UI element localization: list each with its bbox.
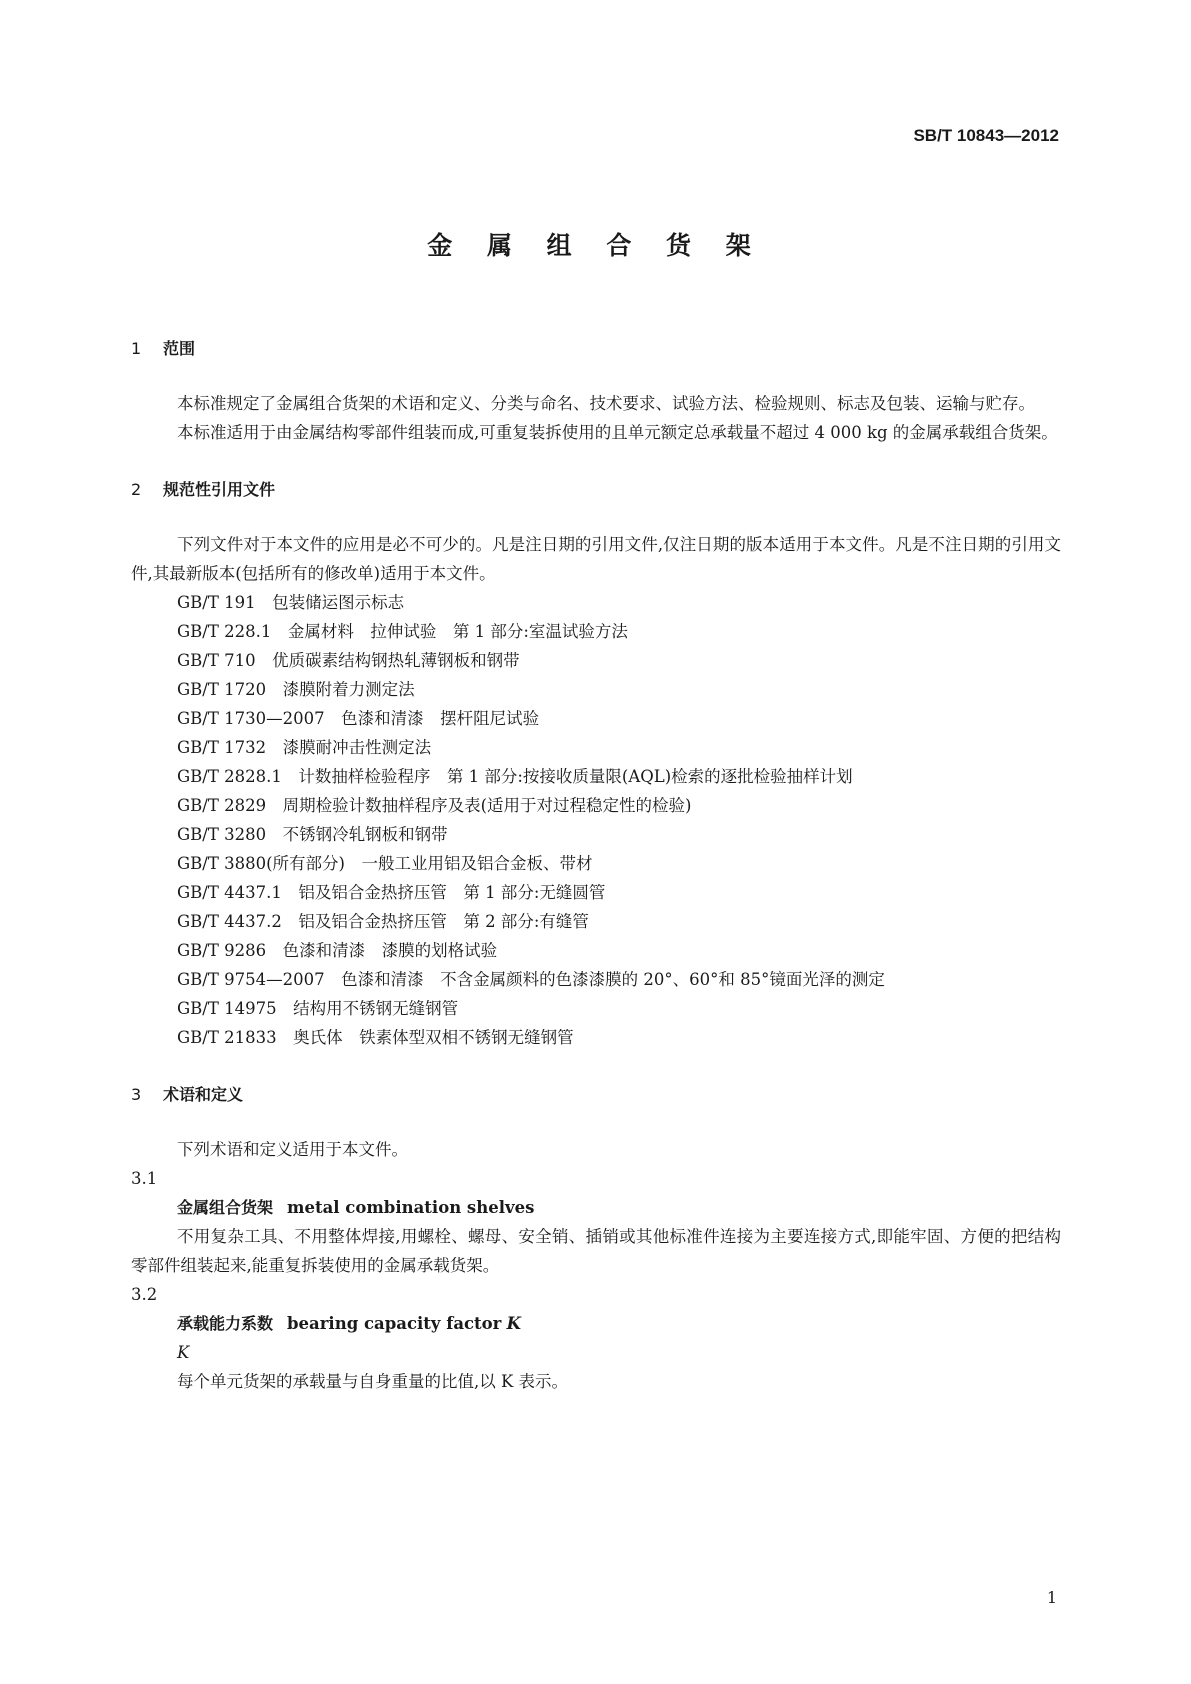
document-body — [131, 336, 1061, 1396]
section-number: 1 — [131, 339, 142, 358]
clause-number: 3.1 — [131, 1169, 158, 1188]
section-number: 2 — [131, 480, 142, 499]
term-zh: 金属组合货架 — [177, 1198, 274, 1217]
standard-code: SB/T 10843—2012 — [913, 126, 1059, 145]
page-number: 1 — [1046, 1588, 1057, 1607]
reference-item: GB/T 228.1 金属材料 拉伸试验 第 1 部分:室温试验方法 — [177, 622, 628, 641]
term-en-symbol: K — [506, 1314, 521, 1333]
term-symbol: K — [177, 1343, 190, 1362]
term-zh: 承载能力系数 — [177, 1314, 274, 1333]
section-title: 规范性引用文件 — [163, 480, 276, 499]
reference-item: GB/T 3880(所有部分) 一般工业用铝及铝合金板、带材 — [177, 854, 593, 873]
scope-paragraph: 本标准规定了金属组合货架的术语和定义、分类与命名、技术要求、试验方法、检验规则、标志及包装、运输与贮存。 — [177, 394, 1035, 413]
reference-item: GB/T 1730—2007 色漆和清漆 摆杆阻尼试验 — [177, 709, 540, 728]
clause-number: 3.2 — [131, 1285, 158, 1304]
term-definition: 不用复杂工具、不用整体焊接,用螺栓、螺母、安全销、插销或其他标准件连接为主要连接方式,即能牢固、方便的把结构零部件组装起来,能重复拆装使用的金属承载货架。 — [131, 1227, 1061, 1275]
reference-item: GB/T 21833 奥氏体 铁素体型双相不锈钢无缝钢管 — [177, 1028, 574, 1047]
document-title: 金 属 组 合 货 架 — [427, 231, 764, 260]
reference-item: GB/T 14975 结构用不锈钢无缝钢管 — [177, 999, 459, 1018]
section-number: 3 — [131, 1085, 142, 1104]
reference-item: GB/T 2829 周期检验计数抽样程序及表(适用于对过程稳定性的检验) — [177, 796, 692, 815]
term-en: bearing capacity factor — [287, 1314, 502, 1333]
term-definition: 每个单元货架的承载量与自身重量的比值,以 K 表示。 — [177, 1372, 569, 1391]
reference-item: GB/T 3280 不锈钢冷轧钢板和钢带 — [177, 825, 448, 844]
reference-item: GB/T 4437.2 铝及铝合金热挤压管 第 2 部分:有缝管 — [177, 912, 589, 931]
reference-item: GB/T 2828.1 计数抽样检验程序 第 1 部分:按接收质量限(AQL)检索的逐批检验抽样计划 — [177, 767, 853, 786]
section-title: 范围 — [163, 339, 196, 358]
scope-paragraph: 本标准适用于由金属结构零部件组装而成,可重复装拆使用的且单元额定总承载量不超过 4 000 kg 的金属承载组合货架。 — [177, 423, 1058, 442]
terms-intro: 下列术语和定义适用于本文件。 — [177, 1140, 408, 1159]
references-intro: 下列文件对于本文件的应用是必不可少的。凡是注日期的引用文件,仅注日期的版本适用于本文件。凡是不注日期的引用文件,其最新版本(包括所有的修改单)适用于本文件。 — [131, 535, 1061, 583]
reference-item: GB/T 710 优质碳素结构钢热轧薄钢板和钢带 — [177, 651, 520, 670]
reference-item: GB/T 1720 漆膜附着力测定法 — [177, 680, 415, 699]
term-entry — [131, 1309, 1061, 1338]
section-title: 术语和定义 — [163, 1085, 244, 1104]
section-3-heading — [131, 1082, 1061, 1105]
section-2-heading — [131, 477, 1061, 500]
reference-item: GB/T 191 包装储运图示标志 — [177, 593, 405, 612]
term-en: metal combination shelves — [287, 1198, 535, 1217]
reference-item: GB/T 1732 漆膜耐冲击性测定法 — [177, 738, 432, 757]
reference-item: GB/T 9754—2007 色漆和清漆 不含金属颜料的色漆漆膜的 20°、60°和 85°镜面光泽的测定 — [177, 970, 885, 989]
reference-item: GB/T 4437.1 铝及铝合金热挤压管 第 1 部分:无缝圆管 — [177, 883, 606, 902]
reference-item: GB/T 9286 色漆和清漆 漆膜的划格试验 — [177, 941, 498, 960]
section-1-heading — [131, 336, 1061, 359]
term-entry — [131, 1193, 1061, 1222]
